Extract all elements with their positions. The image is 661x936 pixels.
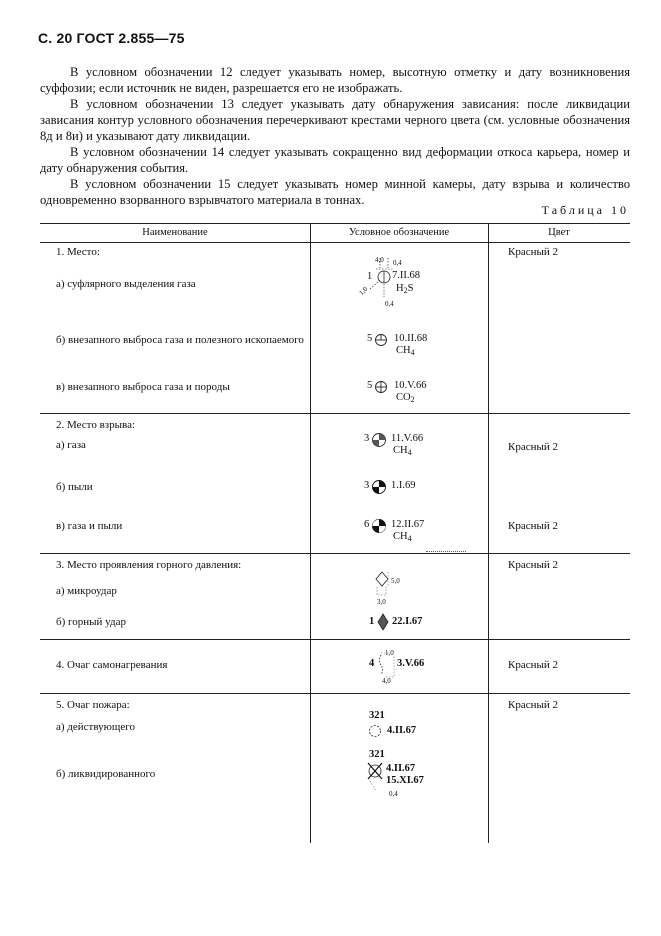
symbol-number: 1	[367, 271, 373, 282]
dimension-label: 0,4	[389, 790, 398, 798]
table-rule	[488, 223, 489, 843]
body-text	[40, 64, 630, 208]
dimension-label: 1,0	[385, 649, 394, 657]
paragraph: В условном обозначении 12 следует указывать номер, высотную отметку и дату возникновения суффозии; если источник не виден, разрешается его не изображать.	[40, 65, 630, 95]
paragraph: В условном обозначении 13 следует указывать дату обнаружения зависания: после ликвидации зависания контур условного обозначения перечеркивают крестами черного цвета (см. условные обозначения 8д и 8и) и указывают дату ликвидации.	[40, 97, 630, 143]
group-title: 1. Место:	[56, 246, 100, 258]
dotted-mark	[426, 551, 466, 552]
paragraph: В условном обозначении 15 следует указывать номер минной камеры, дату взрыва и количество одновременно взорванного взрывчатого материала в тоннах.	[40, 177, 630, 207]
table-rule	[40, 413, 630, 414]
symbol-date: 12.II.67	[391, 519, 425, 530]
column-header: Условное обозначение	[348, 227, 450, 238]
table-rule	[40, 639, 630, 640]
table-rule	[40, 553, 630, 554]
group-title: 4. Очаг самонагревания	[56, 659, 168, 671]
symbols-table	[40, 223, 630, 843]
group-title: 5. Очаг пожара:	[56, 699, 130, 711]
dimension-label: 1,0	[357, 285, 370, 297]
rockburst-symbol	[377, 613, 389, 631]
gas-formula: $CH_4$	[393, 445, 412, 457]
dimension-label: 4,0	[382, 677, 391, 685]
outburst-symbol	[374, 333, 388, 347]
dimension-label: 0,4	[393, 259, 402, 267]
color-value: Красный 2	[508, 559, 559, 571]
color-value: Красный 2	[508, 246, 559, 258]
symbol-date-liquidated: 15.XI.67	[386, 775, 424, 786]
symbol-number: 4	[369, 658, 375, 669]
gas-formula: $H_2S$	[396, 283, 414, 295]
row-label: а) газа	[56, 439, 86, 451]
row-label: б) внезапного выброса газа и полезного ископаемого	[56, 334, 304, 346]
color-value: Красный 2	[508, 699, 559, 711]
symbol-number: 5	[367, 380, 373, 391]
dimension-label: 0,4	[385, 300, 394, 308]
row-label: а) суфлярного выделения газа	[56, 278, 196, 290]
page-header: С. 20 ГОСТ 2.855—75	[38, 30, 185, 46]
row-label: б) пыли	[56, 481, 93, 493]
symbol-date: 10.II.68	[394, 333, 428, 344]
group-title: 3. Место проявления горного давления:	[56, 559, 242, 571]
dust-explosion-symbol	[371, 479, 387, 495]
symbol-number: 1	[369, 616, 375, 627]
symbol-date: 11.V.66	[391, 433, 424, 444]
row-label: а) действующего	[56, 721, 135, 733]
row-label: в) внезапного выброса газа и породы	[56, 381, 230, 393]
color-value: Красный 2	[508, 520, 559, 532]
symbol-number: 6	[364, 519, 370, 530]
symbol-number: 3	[364, 433, 370, 444]
row-label: в) газа и пыли	[56, 520, 123, 532]
outburst-rock-symbol	[374, 380, 388, 394]
gas-formula: $CH_4$	[396, 345, 415, 357]
dimension-label: 5,0	[391, 577, 400, 585]
symbol-number: 321	[369, 749, 385, 760]
symbol-number: 3	[364, 480, 370, 491]
row-label: а) микроудар	[56, 585, 117, 597]
table-rule	[40, 223, 630, 224]
table-rule	[40, 693, 630, 694]
gas-explosion-symbol	[371, 432, 387, 448]
dimension-label: 4,0	[375, 256, 384, 264]
symbol-date: 4.II.67	[387, 725, 417, 736]
symbol-date: 3.V.66	[397, 658, 425, 669]
symbol-number: 5	[367, 333, 373, 344]
dimension-label: 3,0	[377, 598, 386, 606]
column-header: Наименование	[142, 227, 208, 238]
group-title: 2. Место взрыва:	[56, 419, 136, 431]
symbol-number: 321	[369, 710, 385, 721]
gas-dust-explosion-symbol	[371, 518, 387, 534]
table-rule	[40, 242, 630, 243]
color-value: Красный 2	[508, 659, 559, 671]
color-value: Красный 2	[508, 441, 559, 453]
gas-formula: $CO_2$	[396, 392, 415, 404]
table-rule	[310, 223, 311, 843]
paragraph: В условном обозначении 14 следует указывать сокращенно вид деформации откоса карьера, номер и дату обнаружения события.	[40, 145, 630, 175]
row-label: б) горный удар	[56, 616, 126, 628]
symbol-date: 10.V.66	[394, 380, 427, 391]
gas-formula: $CH_4$	[393, 531, 412, 543]
row-label: б) ликвидированного	[56, 768, 156, 780]
symbol-date: 1.I.69	[391, 480, 416, 491]
symbol-date: 7.II.68	[392, 270, 420, 281]
symbol-date: 4.II.67	[386, 763, 416, 774]
symbol-date: 22.I.67	[392, 616, 423, 627]
column-header: Цвет	[548, 227, 570, 238]
active-fire-symbol	[368, 723, 384, 739]
table-caption: Таблица 10	[541, 203, 629, 217]
